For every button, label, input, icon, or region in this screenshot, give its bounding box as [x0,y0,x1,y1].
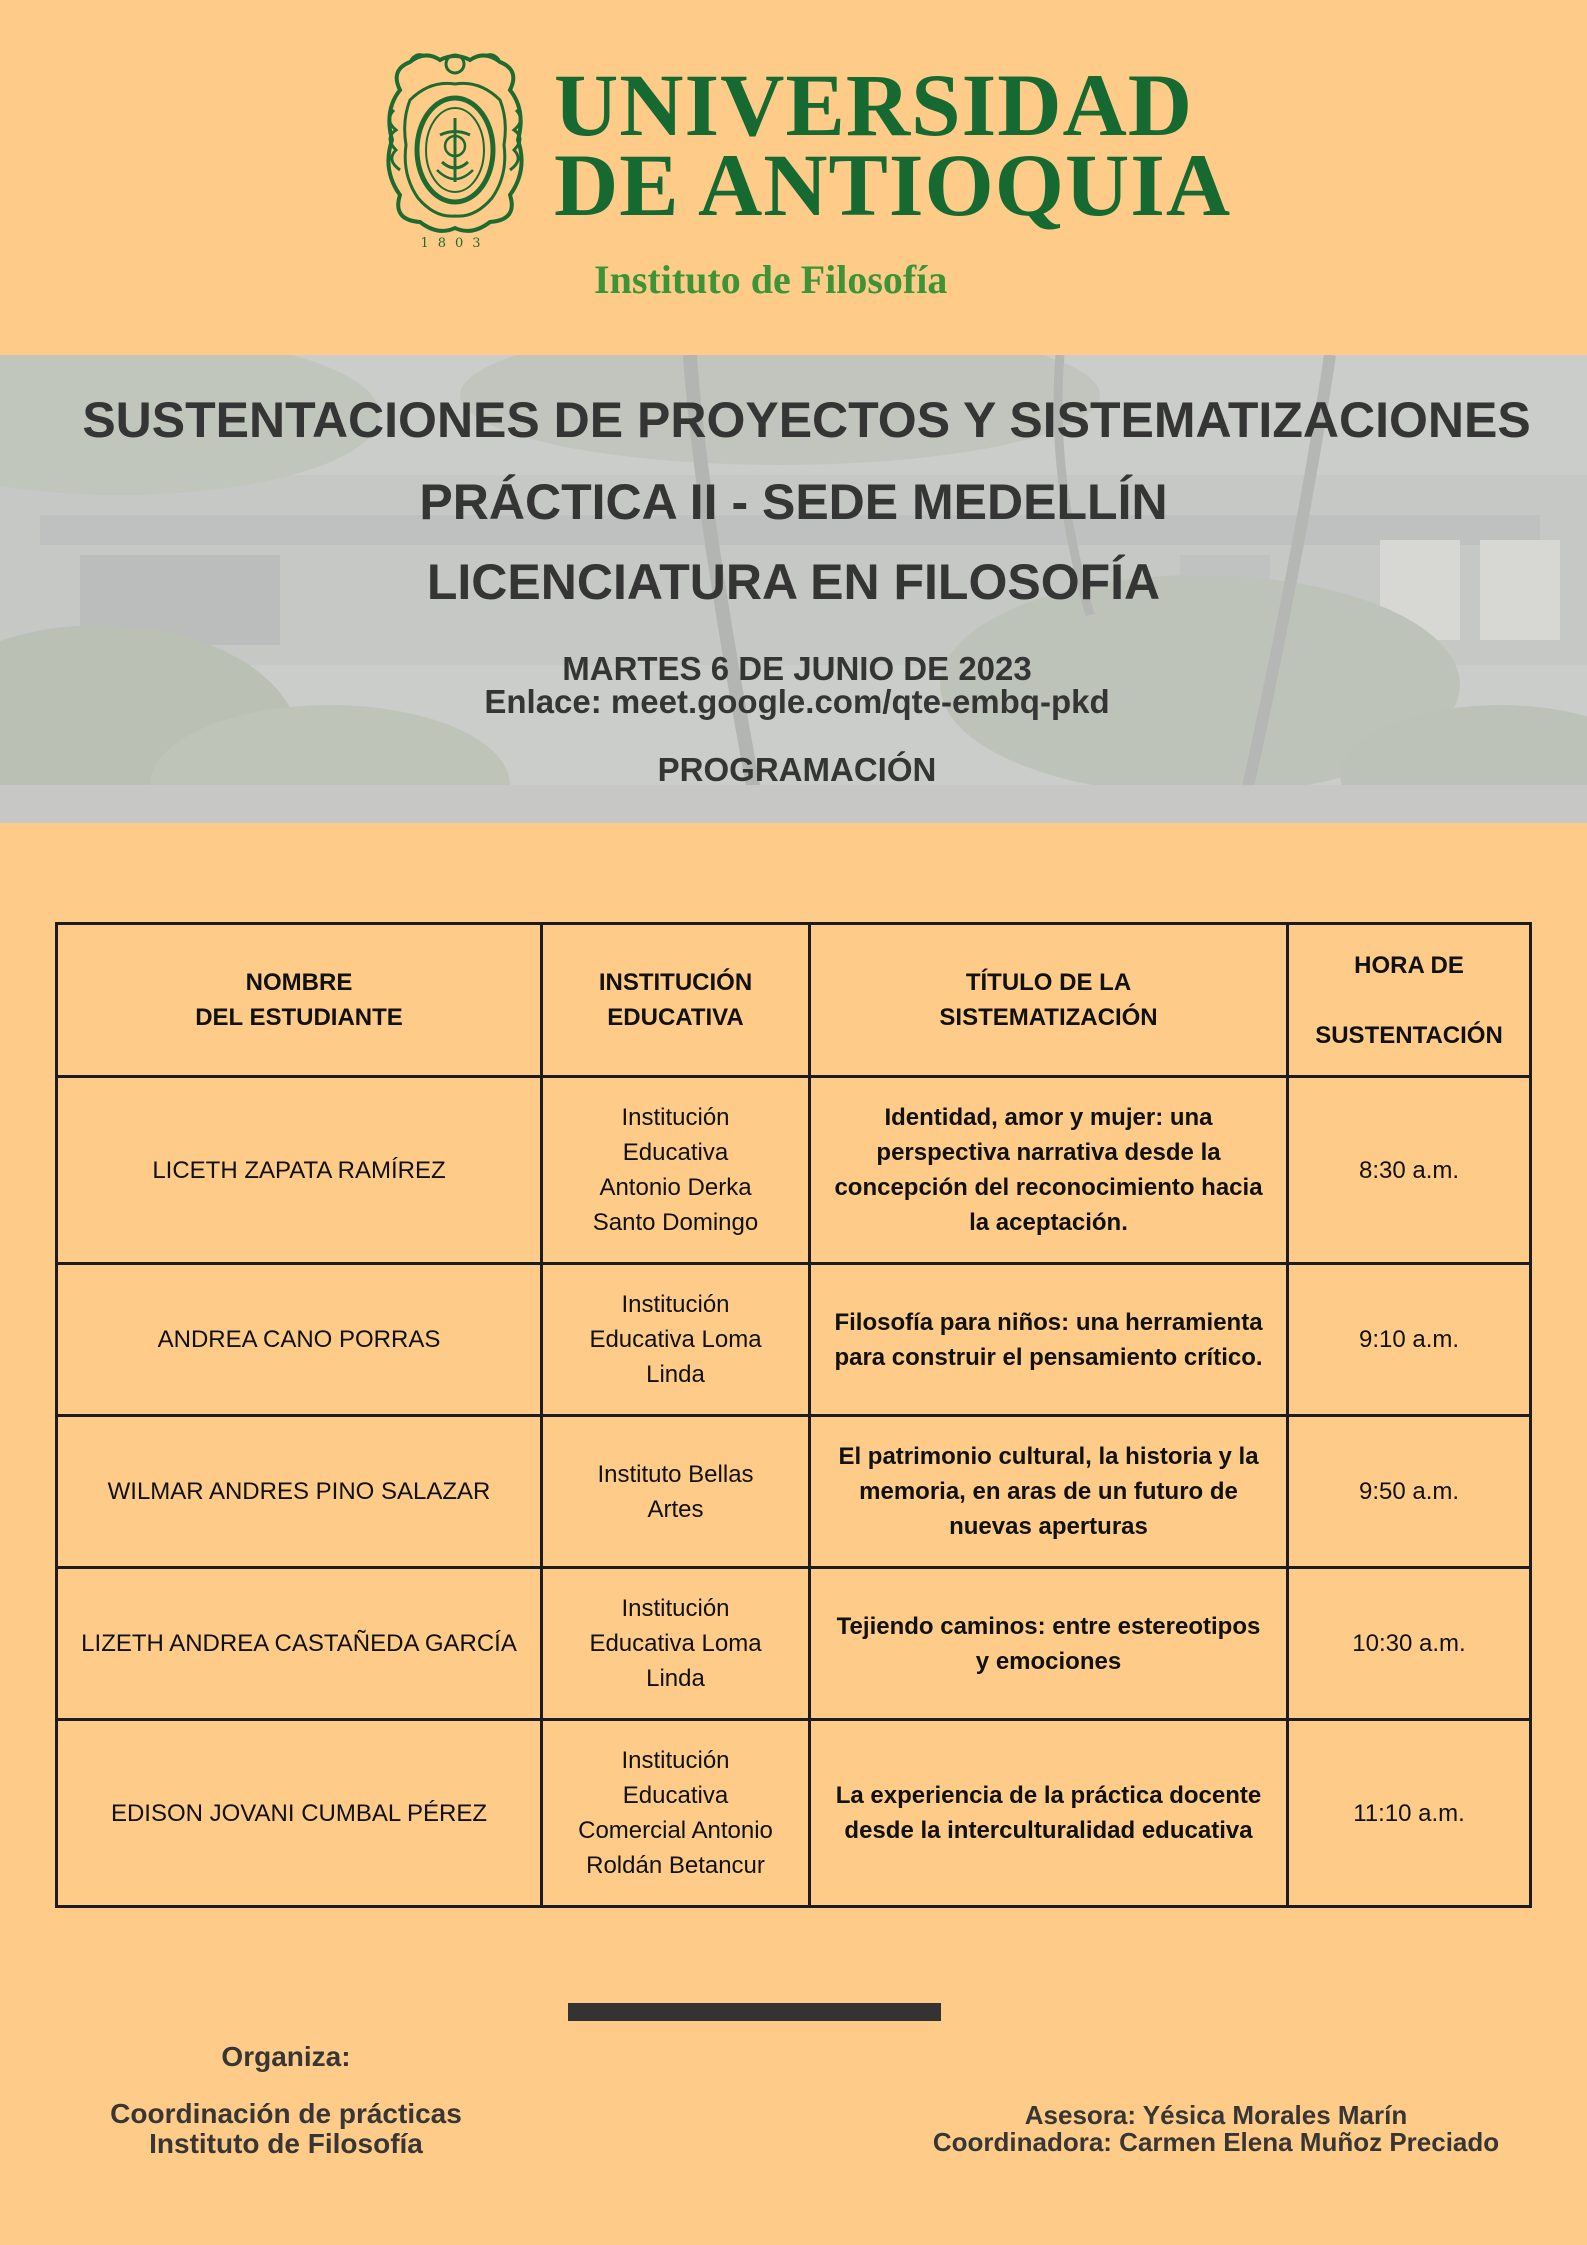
advisors-block [856,2102,1576,2156]
presentation-time: 11:10 a.m. [1288,1720,1531,1907]
table-row [57,1568,1531,1720]
student-name: ANDREA CANO PORRAS [57,1264,542,1416]
section-heading: PROGRAMACIÓN [657,751,937,788]
organizer-line2: Instituto de Filosofía [149,2128,423,2159]
event-title-line2: PRÁCTICA II - SEDE MEDELLÍN [419,474,1168,530]
presentation-time: 9:50 a.m. [1288,1416,1531,1568]
coordinator-name: Coordinadora: Carmen Elena Muñoz Preciado [932,2127,1500,2157]
institute-name: Instituto de Filosofía [594,257,948,302]
project-title: Identidad, amor y mujer: una perspectiva narrativa desde la concepción del reconocimiento hacia la aceptación. [810,1077,1288,1264]
schedule-table [55,922,1532,1908]
university-crest-icon [380,50,530,236]
university-name [554,57,1232,235]
meeting-link[interactable]: Enlace: meet.google.com/qte-embq-pkd [484,683,1110,720]
institution-cell: Institución Educativa Loma Linda [542,1264,810,1416]
presentation-time: 10:30 a.m. [1288,1568,1531,1720]
table-row [57,1416,1531,1568]
institution-cell: Instituto Bellas Artes [542,1416,810,1568]
event-title-line3: LICENCIATURA EN FILOSOFÍA [426,554,1161,610]
institution-cell: Institución Educativa Comercial Antonio Roldán Betancur [542,1720,810,1907]
table-header-row [57,924,1531,1077]
page-header [0,0,1587,355]
event-date: MARTES 6 DE JUNIO DE 2023 [562,650,1032,687]
photo-banner [0,355,1587,823]
presentation-time: 8:30 a.m. [1288,1077,1531,1264]
organizer-label: Organiza: [221,2041,351,2072]
table-row [57,1720,1531,1907]
project-title: El patrimonio cultural, la historia y la memoria, en aras de un futuro de nuevas aperturas [810,1416,1288,1568]
table-row [57,1264,1531,1416]
project-title: Tejiendo caminos: entre estereotipos y emociones [810,1568,1288,1720]
project-title: Filosofía para niños: una herramienta para construir el pensamiento crítico. [810,1264,1288,1416]
event-title-line1: SUSTENTACIONES DE PROYECTOS Y SISTEMATIZACIONES [82,392,1531,448]
header-institution: INSTITUCIÓN EDUCATIVA [542,924,810,1077]
organizer-name [86,2099,486,2159]
student-name: EDISON JOVANI CUMBAL PÉREZ [57,1720,542,1907]
university-name-line2: DE ANTIOQUIA [554,137,1232,235]
institution-cell: Institución Educativa Loma Linda [542,1568,810,1720]
institution-cell: Institución Educativa Antonio Derka Santo Domingo [542,1077,810,1264]
crest-year: 1803 [420,236,490,251]
university-name-line1: UNIVERSIDAD [554,57,1194,155]
organizer-line1: Coordinación de prácticas [110,2098,462,2129]
header-title: TÍTULO DE LA SISTEMATIZACIÓN [810,924,1288,1077]
footer-divider [568,2003,941,2021]
advisor-name: Asesora: Yésica Morales Marín [1024,2100,1408,2130]
student-name: WILMAR ANDRES PINO SALAZAR [57,1416,542,1568]
table-row [57,1077,1531,1264]
student-name: LIZETH ANDREA CASTAÑEDA GARCÍA [57,1568,542,1720]
project-title: La experiencia de la práctica docente desde la interculturalidad educativa [810,1720,1288,1907]
presentation-time: 9:10 a.m. [1288,1264,1531,1416]
header-hour: HORA DE SUSTENTACIÓN [1288,924,1531,1077]
student-name: LICETH ZAPATA RAMÍREZ [57,1077,542,1264]
header-student: NOMBRE DEL ESTUDIANTE [57,924,542,1077]
